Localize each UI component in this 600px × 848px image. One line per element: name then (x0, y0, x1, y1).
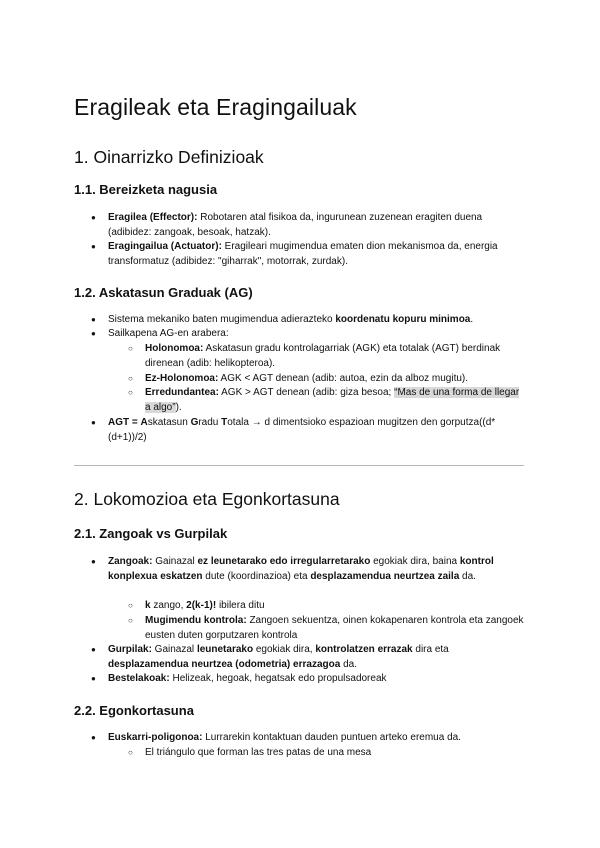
subsection-1-1-heading: 1.1. Bereizketa nagusia (74, 182, 218, 197)
circle-bullet-icon: ○ (128, 374, 133, 383)
subsection-2-2-heading: 2.2. Egonkortasuna (74, 703, 194, 718)
sub-list-item: k zango, 2(k-1)! ibilera ditu (145, 600, 265, 611)
circle-bullet-icon: ○ (128, 601, 133, 610)
page-title: Eragileak eta Eragingailuak (74, 94, 357, 120)
bullet-icon: ● (91, 645, 96, 654)
bullet-icon: ● (91, 733, 96, 742)
bullet-icon: ● (91, 418, 96, 427)
circle-bullet-icon: ○ (128, 748, 133, 757)
list-item (108, 240, 528, 269)
bullet-icon: ● (91, 242, 96, 251)
bullet-icon: ● (91, 213, 96, 222)
subsection-2-1-heading: 2.1. Zangoak vs Gurpilak (74, 526, 228, 541)
section-1-heading: 1. Oinarrizko Definizioak (74, 147, 264, 167)
list-item: AGT = Askatasun Gradu Totala → d dimentsioko espazioan mugitzen den gorputza((d*(d+1))/2) (108, 417, 496, 443)
list-item: Bestelakoak: Helizeak, hegoak, hegatsak edo propulsadoreak (108, 673, 387, 684)
sub-list-item: Mugimendu kontrola: Zangoen sekuentza, oinen kokapenaren kontrola eta zangoek eusten duten gorputzaren kontrola (145, 615, 524, 641)
circle-bullet-icon: ○ (128, 344, 133, 353)
term: Eragingailua (Actuator): (108, 241, 222, 252)
bullet-icon: ● (91, 329, 96, 338)
list-item (108, 211, 528, 240)
circle-bullet-icon: ○ (128, 616, 133, 625)
list-item: Gurpilak: Gainazal leunetarako egokiak dira, kontrolatzen errazak dira eta desplazamendua neurtzea (odometria) errazagoa da. (108, 644, 449, 670)
bullet-icon: ● (91, 557, 96, 566)
term: Eragilea (Effector): (108, 212, 198, 223)
sub-list-item: Erredundantea: AGK > AGT denean (adib: giza besoa; “Mas de una forma de llegar a algo”). (145, 387, 520, 413)
circle-bullet-icon: ○ (128, 388, 133, 397)
horizontal-divider (74, 465, 524, 466)
list-item: Zangoak: Gainazal ez leunetarako edo irregularretarako egokiak dira, baina kontrol konplexua eskatzen dute (koordinazioa) eta desplazamendua neurtzea zaila da. (108, 556, 494, 582)
list-item: Sistema mekaniko baten mugimendua adierazteko koordenatu kopuru minimoa. (108, 314, 474, 325)
bullet-icon: ● (91, 315, 96, 324)
sub-list-item: Ez-Holonomoa: AGK < AGT denean (adib: autoa, ezin da alboz mugitu). (145, 373, 469, 384)
list-item: Euskarri-poligonoa: Lurrarekin kontaktuan dauden puntuen arteko eremua da. (108, 732, 461, 743)
sub-list-item: Holonomoa: Askatasun gradu kontrolagarriak (AGK) eta totalak (AGT) berdinak direnean (adib: helikopteroa). (145, 343, 501, 369)
section-2-heading: 2. Lokomozioa eta Egonkortasuna (74, 489, 340, 509)
bullet-icon: ● (91, 674, 96, 683)
list-item: Sailkapena AG-en arabera: (108, 328, 229, 339)
definition: Robotaren atal fisikoa da, ingurunean zuzenean eragiten duena (adibidez: zangoak, besoak, hatzak). (108, 212, 483, 238)
subsection-1-2-heading: 1.2. Askatasun Graduak (AG) (74, 285, 253, 300)
highlighted-quote: “Mas de una forma de llegar a algo” (145, 387, 520, 413)
sub-list-item: El triángulo que forman las tres patas de una mesa (145, 747, 372, 758)
definition: Eragileari mugimendua ematen dion mekanismoa da, energia transformatuz (adibidez: "giharrak", motorrak, zurdak). (108, 241, 498, 267)
